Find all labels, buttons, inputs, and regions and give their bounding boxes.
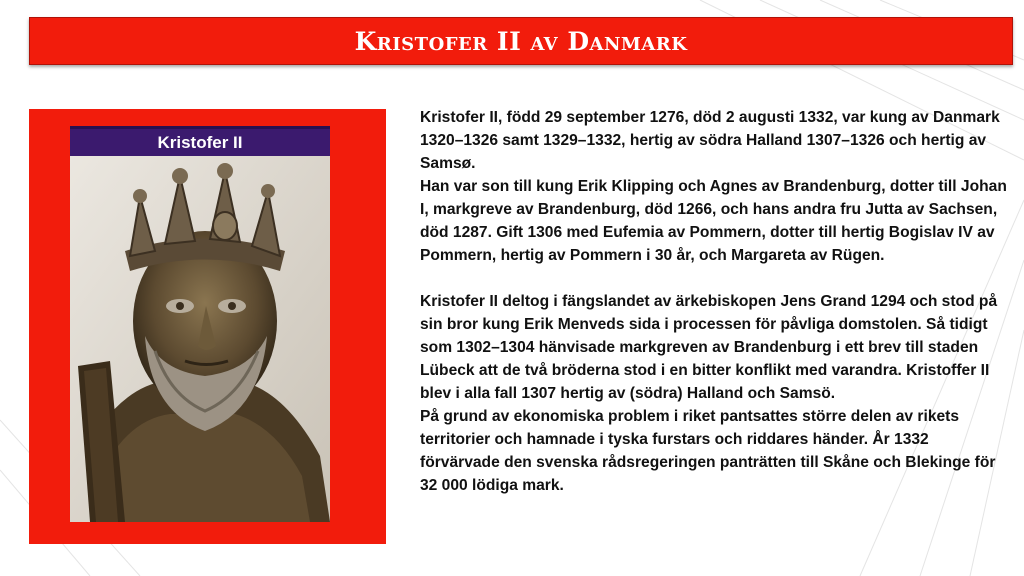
slide-title: Kristofer II av Danmark: [354, 26, 688, 56]
paragraph-4: På grund av ekonomiska problem i riket pantsattes större delen av rikets territorier och hamnade i tyska furstars och riddares händer. År 1332 förvärvade den svenska rådsregeringen panträtten till Skåne och Blekinge för 32 000 lödiga mark.: [420, 408, 996, 494]
paragraph-1: Kristofer II, född 29 september 1276, död 2 augusti 1332, var kung av Danmark 1320–1326 samt 1329–1332, hertig av södra Halland 1307–1326 och hertig av Samsø.: [420, 109, 1000, 172]
portrait-image: [70, 126, 330, 522]
body-text: [420, 106, 1010, 497]
portrait-caption: Kristofer II: [70, 126, 330, 156]
bronze-effigy-illustration: [70, 156, 330, 522]
paragraph-2: Han var son till kung Erik Klipping och Agnes av Brandenburg, dotter till Johan I, markgreve av Brandenburg, död 1266, och hans andra fru Jutta av Sachsen, död 1287. Gift 1306 med Eufemia av Pommern, dotter till hertig Bogislav IV av Pommern, hertig av Pommern i 30 år, och Margareta av Rügen.: [420, 178, 1007, 264]
paragraph-3: Kristofer II deltog i fängslandet av ärkebiskopen Jens Grand 1294 och stod på sin bror kung Erik Menveds sida i processen för påvliga domstolen. Så tidigt som 1302–1304 hänvisade markgreven av Brandenburg i ett brev till staden Lübeck att de två bröderna stod i en bitter konflikt med varandra. Kristoffer II blev i alla fall 1307 hertig av (södra) Halland och Samsö.: [420, 293, 998, 402]
title-bar: [29, 17, 1013, 65]
